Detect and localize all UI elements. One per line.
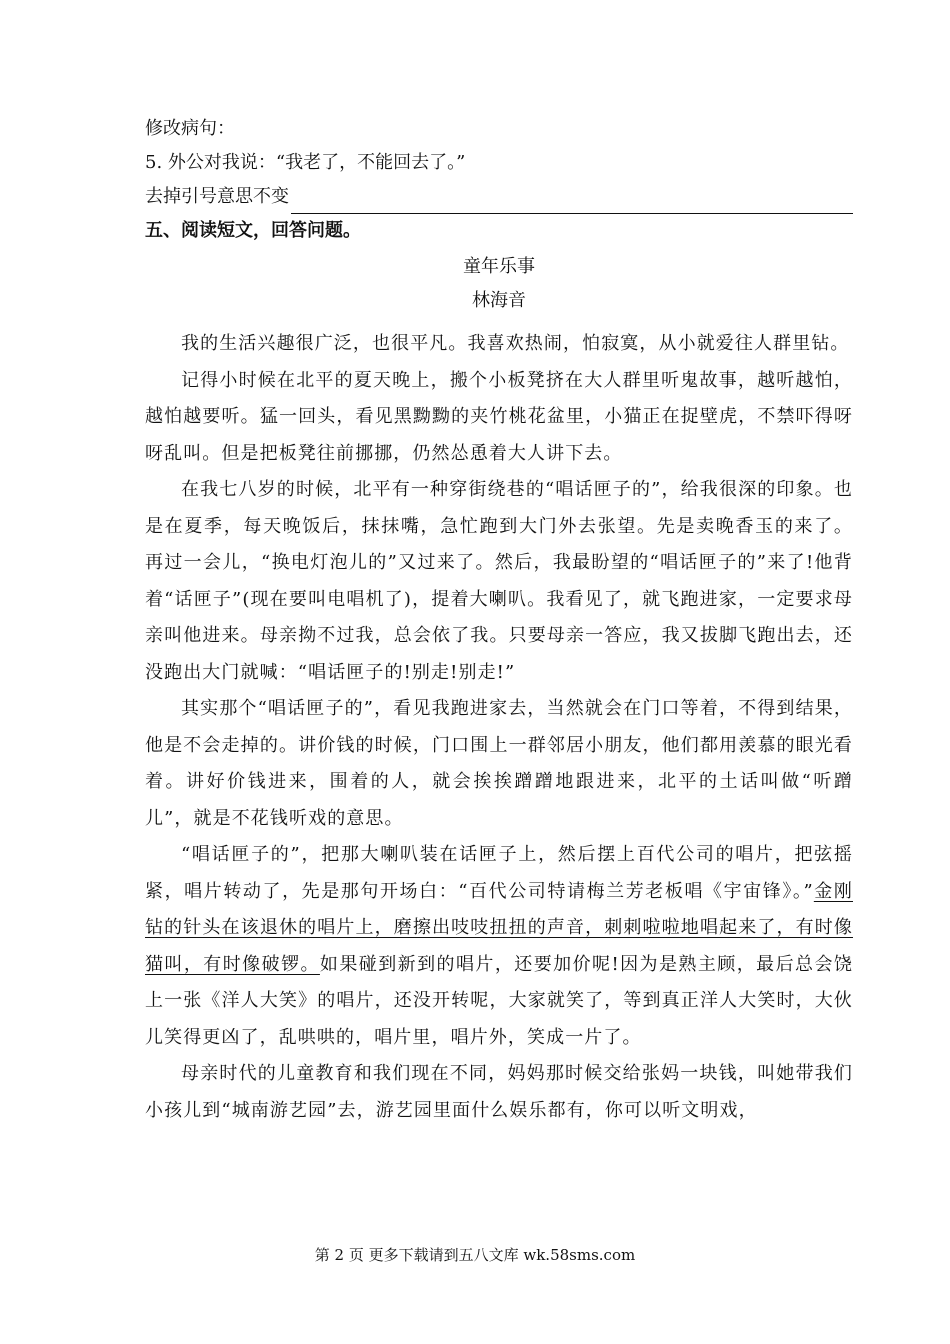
underlined-sentence: 金刚钻的针头在该退休的唱片上，磨擦出吱吱扭扭的声音，刺刺啦啦地唱起来了，有时像猫叫，有时像破锣。: [145, 880, 853, 975]
paragraph-2: 记得小时候在北平的夏天晚上，搬个小板凳挤在大人群里听鬼故事，越听越怕，越怕越要听。猛一回头，看见黑黝黝的夹竹桃花盆里，小猫正在捉壁虎，不禁吓得呀呀乱叫。但是把板凳往前挪挪，仍然怂恿着大人讲下去。: [145, 369, 853, 464]
paragraph-1: 我的生活兴趣很广泛，也很平凡。我喜欢热闹，怕寂寞，从小就爱往人群里钻。: [181, 333, 850, 354]
answer-blank-line: [291, 187, 853, 214]
paragraph-5-rest: 如果碰到新到的唱片，还要加价呢!因为是熟主顾，最后总会饶上一张《洋人大笑》的唱片，还没开转呢，大家就笑了，等到真正洋人大笑时，大伙儿笑得更凶了，乱哄哄的，唱片里，唱片外，笑成一片了。: [145, 953, 853, 1048]
revise-sentence-label: 修改病句：: [145, 118, 235, 139]
page-footer: 第 2 页 更多下载请到五八文库 wk.58sms.com: [314, 1246, 636, 1264]
document-page: [145, 112, 853, 1129]
paragraph-3: 在我七八岁的时候，北平有一种穿街绕巷的“唱话匣子的”，给我很深的印象。也是在夏季，每天晚饭后，抹抹嘴，急忙跑到大门外去张望。先是卖晚香玉的来了。 再过一会儿，“换电灯泡儿的”又过来了。然后，我最盼望的“唱话匣子的”来了!他背着“话匣子”(现在要叫电唱机了)，提着大喇叭。我看见了，就飞跑进家，一定要求母亲叫他进来。母亲拗不过我，总会依了我。只要母亲一答应，我又拔脚飞跑出去，还没跑出大门就喊：“唱话匣子的!别走!别走!”: [145, 479, 853, 683]
question-5: 5. 外公对我说：“我老了，不能回去了。”: [145, 152, 466, 173]
paragraph-4: 其实那个“唱话匣子的”，看见我跑进家去，当然就会在门口等着，不得到结果，他是不会走掉的。讲价钱的时候，门口围上一群邻居小朋友，他们都用羡慕的眼光看着。讲好价钱进来，围着的人，就会挨挨蹭蹭地跟进来，北平的土话叫做“听蹭儿”，就是不花钱听戏的意思。: [145, 698, 853, 829]
section-heading: 五、阅读短文，回答问题。: [145, 220, 361, 241]
article-author: 林海音: [472, 290, 526, 311]
question-5-instruction-row: [145, 180, 853, 214]
paragraph-5: [145, 837, 853, 1056]
paragraph-6: 母亲时代的儿童教育和我们现在不同，妈妈那时候交给张妈一块钱，叫她带我们小孩儿到“城南游艺园”去，游艺园里面什么娱乐都有，你可以听文明戏，: [145, 1063, 853, 1121]
article-title: 童年乐事: [463, 256, 535, 277]
paragraph-5-text: “唱话匣子的”，把那大喇叭装在话匣子上，然后摆上百代公司的唱片，把弦摇紧，唱片转动了，先是那句开场白：“百代公司特请梅兰芳老板唱《宇宙锋》。”: [145, 844, 853, 902]
question-5-instruction: 去掉引号意思不变: [145, 186, 289, 207]
